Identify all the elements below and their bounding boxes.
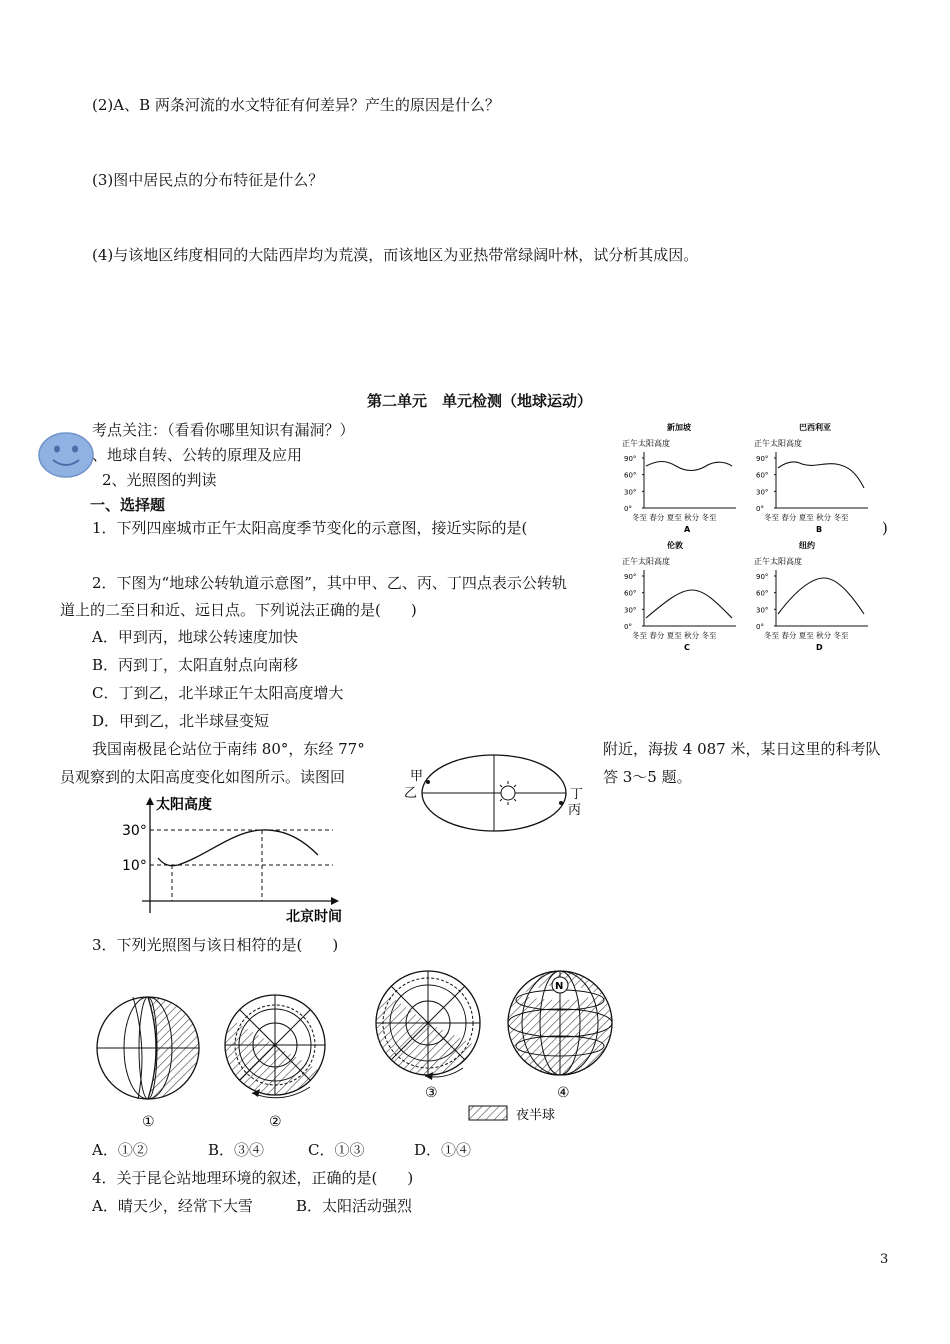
orbit-label-yi: 乙 (404, 786, 418, 801)
illumination-map-3 (375, 970, 487, 1100)
q3-option-a: A．①② (92, 1141, 148, 1159)
q3-option-c: C．①③ (308, 1141, 365, 1159)
ytick-1-2: 30° (756, 488, 769, 497)
sun-altitude-chart (118, 795, 358, 925)
q4-option-a: A．晴天少，经常下大雪 (92, 1197, 253, 1215)
city-chart-ylabel-1: 正午太阳高度 (754, 439, 802, 448)
q2-stem-line1: 2．下图为“地球公转轨道示意图”，其中甲、乙、丙、丁四点表示公转轨 (92, 574, 567, 592)
sun-chart-y-low: 10° (122, 858, 147, 874)
panel-letter-1: B (816, 525, 823, 534)
xticks-3: 冬至 春分 夏至 秋分 冬至 (764, 631, 849, 640)
focus-item-2: 2、光照图的判读 (102, 471, 217, 489)
city-name-1: 巴西利亚 (799, 423, 831, 432)
ytick-0-2: 30° (624, 488, 637, 497)
illumination-map-4 (505, 970, 620, 1100)
focus-label: 考点关注：（看看你哪里知识有漏洞？） (92, 421, 355, 439)
ytick-2-3: 0° (624, 623, 632, 631)
curve-2 (646, 590, 732, 618)
globe-label-4: ④ (557, 1085, 570, 1101)
illumination-map-2 (222, 995, 334, 1130)
ytick-3-3: 0° (756, 623, 764, 631)
q2-option-b: B．丙到丁，太阳直射点向南移 (92, 656, 299, 674)
city-chart-ylabel-2: 正午太阳高度 (622, 557, 670, 566)
curve-3 (778, 578, 864, 614)
globe-label-1: ① (142, 1114, 155, 1130)
ytick-0-1: 60° (624, 471, 637, 480)
xticks-1: 冬至 春分 夏至 秋分 冬至 (764, 513, 849, 522)
orbit-label-jia: 甲 (410, 769, 424, 784)
q2-option-d: D．甲到乙，北半球昼变短 (92, 712, 270, 730)
city-name-2: 伦敦 (667, 541, 683, 550)
section-heading: 一、选择题 (90, 496, 166, 514)
panel-letter-3: D (816, 643, 823, 652)
city-name-3: 纽约 (799, 541, 815, 550)
city-chart-ylabel-3: 正午太阳高度 (754, 557, 802, 566)
illumination-map-1 (92, 992, 204, 1130)
ytick-0-0: 90° (624, 455, 637, 463)
q4-option-b: B．太阳活动强烈 (296, 1197, 413, 1215)
night-hemisphere-legend (468, 1103, 568, 1125)
orbit-label-bing: 丙 (568, 803, 582, 818)
city-chart-ylabel-0: 正午太阳高度 (622, 439, 670, 448)
unit-title: 第二单元 单元检测（地球运动） (367, 392, 593, 410)
globe-label-2: ② (269, 1114, 282, 1130)
xticks-0: 冬至 春分 夏至 秋分 冬至 (632, 513, 717, 522)
q2-option-c: C．丁到乙，北半球正午太阳高度增大 (92, 684, 344, 702)
smiley-icon (38, 432, 94, 478)
globe-label-3: ③ (425, 1085, 438, 1101)
ytick-1-1: 60° (756, 471, 769, 480)
q3-option-b: B．③④ (208, 1141, 265, 1159)
sun-chart-xlabel: 北京时间 (286, 909, 342, 925)
ytick-2-0: 90° (624, 573, 637, 581)
city-name-0: 新加坡 (667, 423, 691, 432)
q3-stem: 3．下列光照图与该日相符的是( ) (92, 936, 339, 954)
ytick-2-2: 30° (624, 606, 637, 615)
city-sun-altitude-charts (612, 420, 882, 655)
ytick-2-1: 60° (624, 589, 637, 598)
sun-chart-y-high: 30° (122, 823, 147, 839)
curve-1 (778, 462, 864, 488)
q2-stem-line2: 道上的二至日和近、远日点。下列说法正确的是( ) (60, 601, 417, 619)
q1-paren-close: ) (882, 519, 888, 537)
passage-left-1: 我国南极昆仑站位于南纬 80°，东经 77° (92, 740, 365, 758)
panel-letter-2: C (684, 643, 690, 652)
ytick-3-2: 30° (756, 606, 769, 615)
focus-item-1: 、地球自转、公转的原理及应用 (92, 446, 303, 464)
q4-stem: 4．关于昆仑站地理环境的叙述，正确的是( ) (92, 1169, 414, 1187)
ytick-3-1: 60° (756, 589, 769, 598)
panel-letter-0: A (684, 525, 691, 534)
sun-chart-ylabel: 太阳高度 (156, 797, 212, 813)
xticks-2: 冬至 春分 夏至 秋分 冬至 (632, 631, 717, 640)
ytick-1-3: 0° (756, 505, 764, 513)
orbit-label-ding: 丁 (570, 787, 584, 802)
ytick-1-0: 90° (756, 455, 769, 463)
passage-right-2: 答 3～5 题。 (603, 768, 692, 786)
passage-right-1: 附近，海拔 4 087 米，某日这里的科考队 (603, 740, 881, 758)
question-3-prev: (3)图中居民点的分布特征是什么？ (92, 171, 324, 189)
orbit-diagram (400, 750, 595, 835)
ytick-3-0: 90° (756, 573, 769, 581)
page-number: 3 (880, 1252, 889, 1267)
legend-label: 夜半球 (516, 1108, 556, 1123)
ytick-0-3: 0° (624, 505, 632, 513)
q2-option-a: A．甲到丙，地球公转速度加快 (92, 628, 298, 646)
q1-stem: 1．下列四座城市正午太阳高度季节变化的示意图，接近实际的是( (92, 519, 528, 537)
question-2-prev: (2)A、B 两条河流的水文特征有何差异？产生的原因是什么？ (92, 96, 500, 114)
question-4-prev: (4)与该地区纬度相同的大陆西岸均为荒漠，而该地区为亚热带常绿阔叶林，试分析其成因。 (92, 246, 699, 264)
passage-left-2: 员观察到的太阳高度变化如图所示。读图回 (60, 768, 346, 786)
q3-option-d: D．①④ (414, 1141, 472, 1159)
north-label: N (555, 981, 564, 992)
curve-0 (646, 462, 732, 471)
